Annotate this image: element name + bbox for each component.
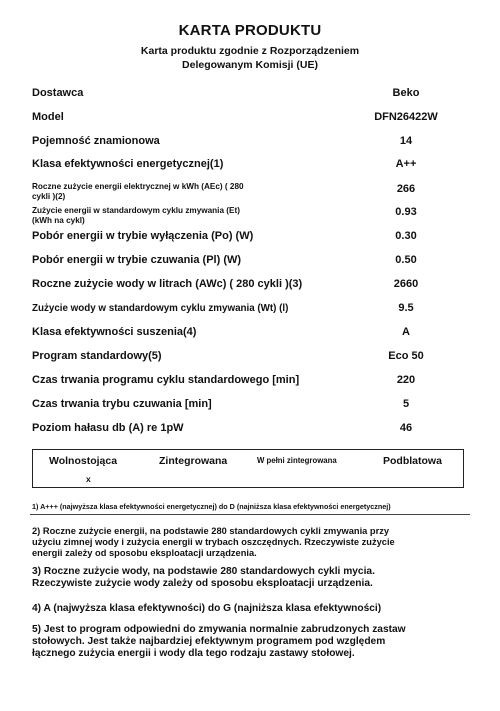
page-title: KARTA PRODUKTU	[178, 22, 322, 39]
footnote-2	[32, 526, 472, 559]
row-supplier-value: Beko	[392, 87, 420, 99]
row-noise-value: 46	[399, 422, 413, 434]
footnote-divider	[30, 514, 470, 515]
row-annual-energy-value: 266	[396, 183, 416, 195]
row-left-on-time-value: 5	[402, 398, 410, 410]
footnote-1: 1) A+++ (najwyższa klasa efektywności energetycznej) do D (najniższa klasa efektywności energetycznej)	[32, 502, 391, 511]
row-energy-class-label: Klasa efektywności energetycznej(1)	[32, 158, 224, 170]
installation-fully-integrated: W pełni zintegrowana	[257, 456, 337, 465]
row-off-mode-label: Pobór energii w trybie wyłączenia (Po) (W)	[32, 230, 254, 242]
row-left-on-value: 0.50	[395, 254, 417, 266]
row-cycle-energy-label-line-2: (kWh na cykl)	[32, 216, 85, 225]
footnote-3-line-2: Rzeczywiste zużycie wody zależy od sposobu eksploatacji urządzenia.	[32, 578, 373, 589]
row-annual-energy-label-line-1: Roczne zużycie energii elektrycznej w kWh (AEc) ( 280	[32, 182, 244, 191]
footnote-2-line-2: użyciu zimnej wody i zużycia energii w trybach oszczędnych. Rzeczywiste zużycie	[32, 537, 395, 547]
installation-freestanding-mark: x	[86, 474, 91, 484]
row-cycle-water-label: Zużycie wody w standardowym cyklu zmywania (Wt) (l)	[32, 303, 289, 314]
footnote-2-line-1: 2) Roczne zużycie energii, na podstawie 280 standardowych cykli zmywania przy	[32, 526, 390, 536]
footnote-5-line-2: stołowych. Jest także najbardziej efektywnym programem pod względem	[32, 636, 386, 647]
row-program-time-label: Czas trwania programu cyklu standardowego [min]	[32, 374, 300, 386]
row-capacity-label: Pojemność znamionowa	[32, 135, 160, 147]
row-program-time-value: 220	[396, 374, 416, 386]
row-annual-water-label: Roczne zużycie wody w litrach (AWc) ( 280 cykli )(3)	[32, 278, 303, 290]
row-annual-water-value: 2660	[393, 278, 419, 290]
footnote-3-line-1: 3) Roczne zużycie wody, na podstawie 280 standardowych cykli mycia.	[32, 566, 375, 577]
row-energy-class-value: A++	[395, 158, 417, 170]
row-drying-class-label: Klasa efektywności suszenia(4)	[32, 326, 197, 338]
row-model-value: DFN26422W	[374, 111, 438, 123]
installation-under-counter: Podblatowa	[383, 455, 442, 467]
row-left-on-label: Pobór energii w trybie czuwania (Pl) (W)	[32, 254, 242, 266]
installation-freestanding: Wolnostojąca	[49, 455, 118, 467]
row-cycle-energy-label-line-1: Zużycie energii w standardowym cyklu zmywania (Et)	[32, 206, 240, 215]
footnote-4: 4) A (najwyższa klasa efektywności) do G (najniższa klasa efektywności)	[32, 603, 382, 614]
row-annual-energy-label-line-2: cykli )(2)	[32, 192, 66, 201]
row-noise-label: Poziom hałasu db (A) re 1pW	[32, 422, 184, 434]
row-left-on-time-label: Czas trwania trybu czuwania [min]	[32, 398, 212, 410]
footnote-5-line-1: 5) Jest to program odpowiedni do zmywania normalnie zabrudzonych zastaw	[32, 624, 406, 635]
subtitle-line-1: Karta produktu zgodnie z Rozporządzeniem	[140, 45, 360, 57]
row-cycle-energy-value: 0.93	[395, 206, 417, 218]
installation-built-in: Zintegrowana	[159, 455, 228, 467]
installation-type-box	[32, 449, 464, 488]
row-cycle-energy-label	[32, 206, 240, 226]
footnote-2-line-3: energii zależy od sposobu eksploatacji urządzenia.	[32, 548, 257, 558]
row-standard-program-label: Program standardowy(5)	[32, 350, 162, 362]
row-cycle-water-value: 9.5	[398, 302, 414, 314]
footnote-3	[32, 566, 472, 590]
row-off-mode-value: 0.30	[395, 230, 417, 242]
subtitle-line-2: Delegowanym Komisji (UE)	[182, 59, 318, 71]
footnote-5	[32, 624, 472, 660]
row-capacity-value: 14	[399, 135, 413, 147]
row-model-label: Model	[32, 111, 64, 123]
row-standard-program-value: Eco 50	[388, 350, 424, 362]
row-supplier-label: Dostawca	[32, 87, 84, 99]
footnote-5-line-3: łącznego zużycia energii i wody dla tego rodzaju zastawy stołowej.	[32, 648, 355, 659]
row-annual-energy-label	[32, 182, 244, 202]
row-drying-class-value: A	[402, 326, 410, 338]
